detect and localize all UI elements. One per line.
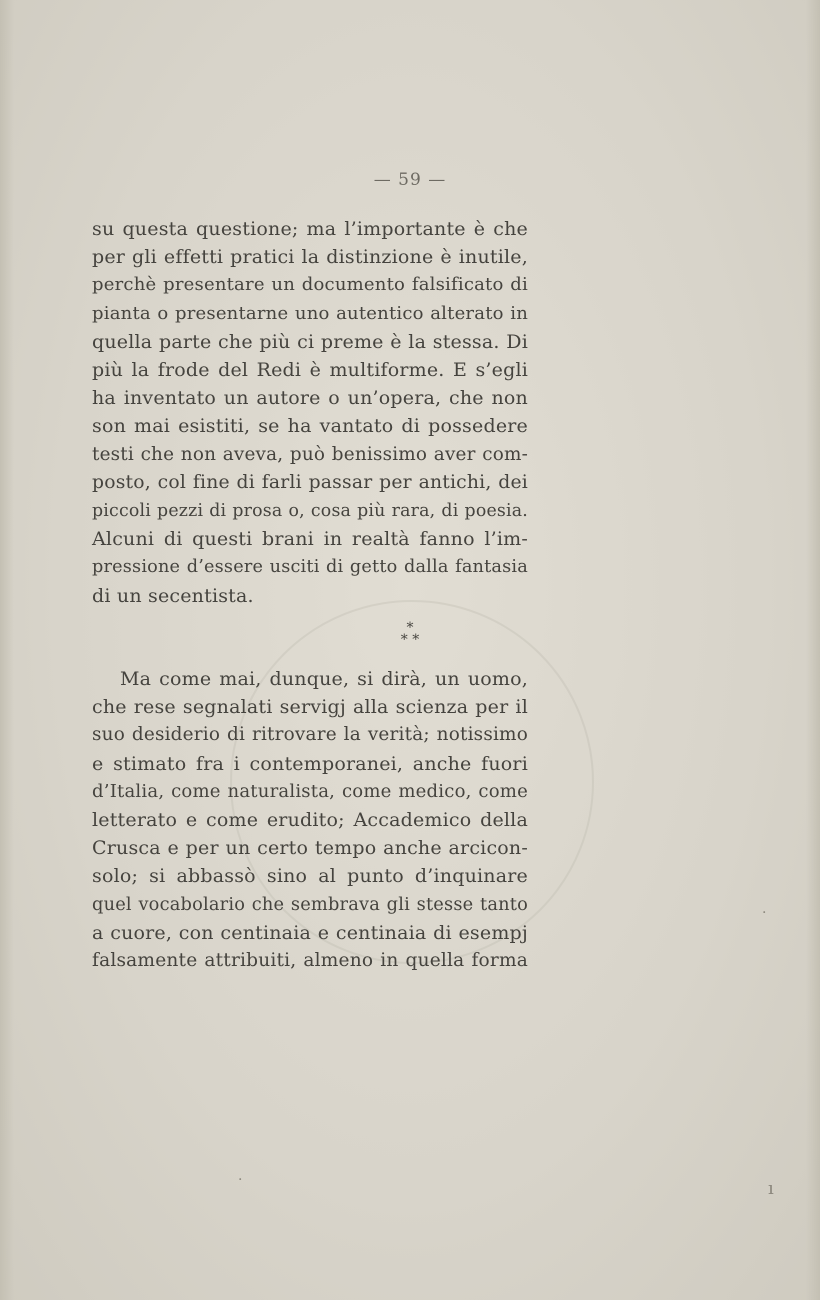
text-line: son mai esistiti, se ha vantato di possedere (92, 415, 528, 438)
paragraph-1 (92, 215, 528, 610)
text-line: Ma come mai, dunque, si dirà, un uomo, (120, 668, 528, 690)
text-line: su questa questione; ma l’importante è che (92, 218, 528, 240)
text-line: e stimato fra i contemporanei, anche fuori (92, 752, 528, 775)
text-line: Crusca e per un certo tempo anche arcicon- (92, 837, 528, 860)
page-number: — 59 — (373, 170, 447, 190)
text-line: suo desiderio di ritrovare la verità; notissimo (92, 724, 528, 746)
page-edge-right (806, 0, 820, 1300)
text-line: falsamente attribuiti, almeno in quella forma (92, 950, 528, 972)
text-line: che rese segnalati servigj alla scienza per il (92, 696, 528, 719)
text-line: piccoli pezzi di prosa o, cosa più rara, di poesia. (92, 501, 528, 522)
paragraph-2 (92, 665, 528, 975)
text-line: più la frode del Redi è multiforme. E s’egli (92, 359, 528, 382)
asterism-top: * (406, 620, 414, 636)
text-line: Alcuni di questi brani in realtà fanno l’im- (92, 528, 528, 551)
text-line: perchè presentare un documento falsificato di (92, 274, 528, 296)
text-line: solo; si abbassò sino al punto d’inquinare (92, 865, 528, 888)
text-line: a cuore, con centinaia e centinaia di esempj (92, 921, 528, 944)
text-line: di un secentista. (92, 584, 254, 607)
paper-speck: ı (768, 1178, 774, 1199)
text-line: testi che non aveva, può benissimo aver com- (92, 443, 528, 465)
asterism-bottom: * * (400, 632, 420, 648)
text-line: posto, col fine di farli passar per antichi, dei (92, 471, 528, 493)
section-separator-asterism (0, 622, 820, 646)
text-line: d’Italia, come naturalista, come medico, come (92, 780, 528, 802)
text-line: quella parte che più ci preme è la stessa. Di (92, 330, 528, 353)
text-line: letterato e come erudito; Accademico della (92, 809, 528, 832)
paper-speck: · (762, 905, 767, 921)
paper-speck: · (238, 1172, 243, 1188)
text-line: pressione d’essere usciti di getto dalla fantasia (92, 557, 528, 578)
text-line: pianta o presentarne uno autentico alterato in (92, 302, 528, 324)
page-edge-left (0, 0, 14, 1300)
text-line: ha inventato un autore o un’opera, che non (92, 387, 528, 410)
text-line: quel vocabolario che sembrava gli stesse tanto (92, 893, 528, 915)
text-line: per gli effetti pratici la distinzione è inutile, (92, 246, 528, 269)
